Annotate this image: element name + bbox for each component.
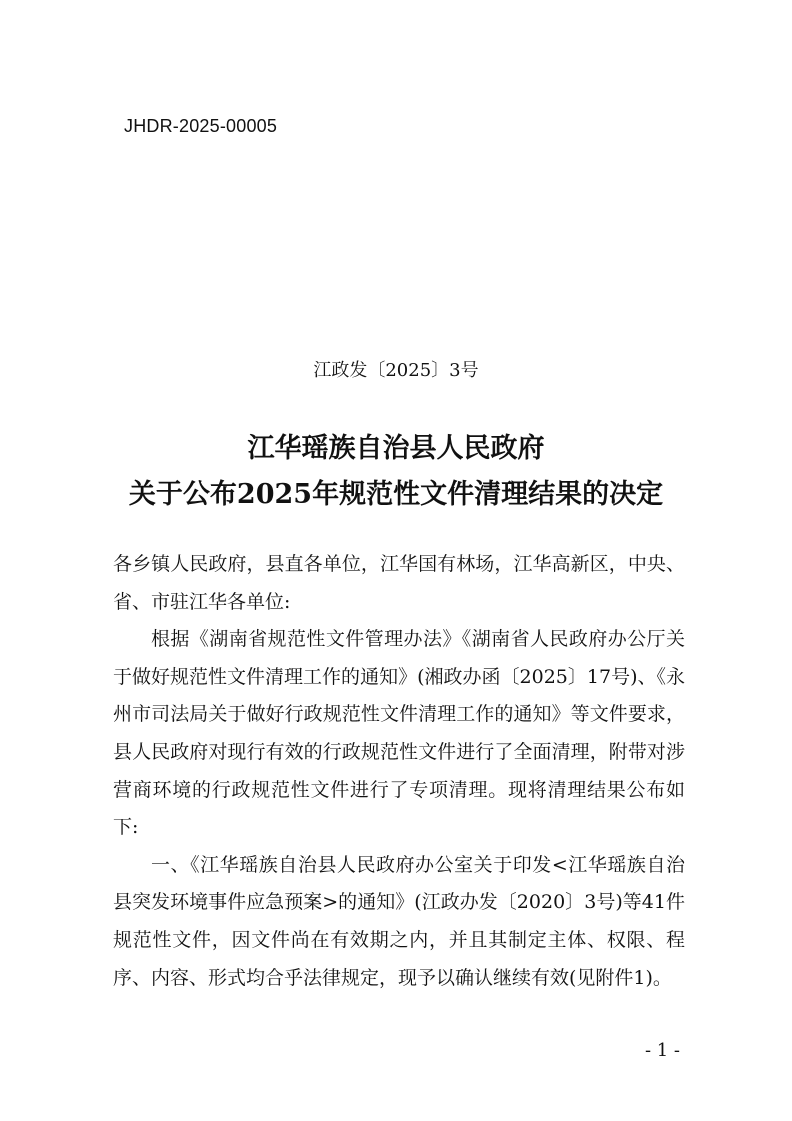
document-body [113, 546, 685, 997]
addressees: 各乡镇人民政府，县直各单位，江华国有林场，江华高新区，中央、省、市驻江华各单位: [113, 553, 685, 613]
document-title-line-1: 江华瑶族自治县人民政府 [247, 433, 545, 464]
document-code: JHDR-2025-00005 [124, 116, 278, 136]
body-paragraph-2: 一、《江华瑶族自治县人民政府办公室关于印发<江华瑶族自治县突发环境事件应急预案>的通知》(江政办发〔2020〕3号)等41件规范性文件，因文件尚在有效期之内，并且其制定主体、权限、程序、内容、形式均合乎法律规定，现予以确认继续有效(见附件1)。 [113, 853, 685, 989]
body-paragraph-1: 根据《湖南省规范性文件管理办法》《湖南省人民政府办公厅关于做好规范性文件清理工作的通知》(湘政办函〔2025〕17号)、《永州市司法局关于做好行政规范性文件清理工作的通知》等文件要求，县人民政府对现行有效的行政规范性文件进行了全面清理，附带对涉营商环境的行政规范性文件进行了专项清理。现将清理结果公布如下: [113, 628, 685, 839]
page-number: - 1 - [644, 1040, 680, 1061]
document-title-line-2: 关于公布2025年规范性文件清理结果的决定 [128, 479, 664, 510]
issue-number: 江政发〔2025〕3号 [313, 360, 479, 381]
